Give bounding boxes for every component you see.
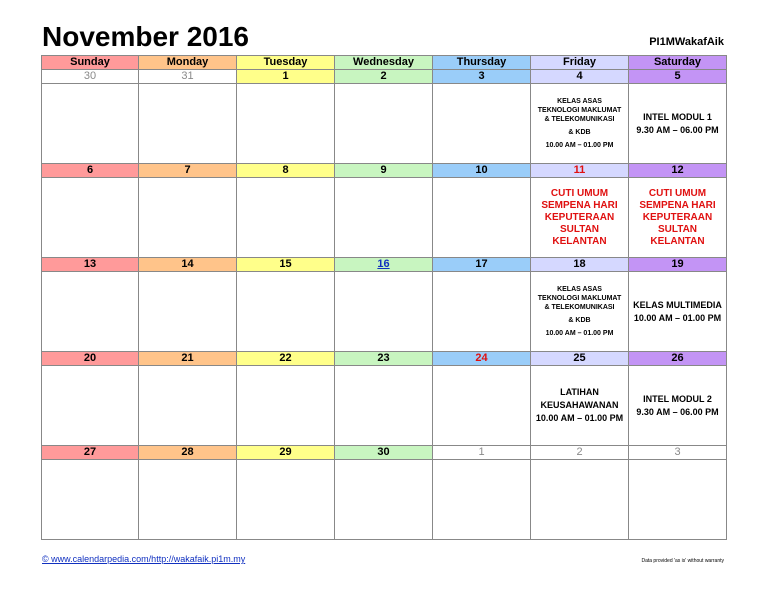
day-number[interactable]: 3 [432, 70, 531, 84]
day-number[interactable]: 5 [628, 70, 727, 84]
date-row [41, 352, 727, 366]
day-cells-row [41, 178, 727, 258]
weekday-friday: Friday [530, 55, 629, 70]
event-line: SULTAN [559, 223, 600, 235]
day-cell[interactable] [530, 84, 629, 164]
day-cell[interactable] [530, 366, 629, 446]
event-time: 10.00 AM – 01.00 PM [535, 413, 624, 423]
day-number[interactable]: 2 [334, 70, 433, 84]
day-number[interactable]: 13 [41, 258, 139, 272]
event-line: CUTI UMUM [550, 187, 609, 199]
weekday-thursday: Thursday [432, 55, 531, 70]
day-cell[interactable] [432, 366, 531, 446]
event-time: 9.30 AM – 06.00 PM [636, 406, 719, 417]
day-cell[interactable] [432, 272, 531, 352]
day-number[interactable]: 26 [628, 352, 727, 366]
day-number[interactable]: 27 [41, 446, 139, 460]
event-latihan-keusahawanan [536, 386, 623, 425]
event-line: TEKNOLOGI MAKLUMAT [537, 295, 622, 302]
event-line: KELANTAN [552, 235, 607, 247]
day-number[interactable]: 30 [334, 446, 433, 460]
day-number[interactable]: 31 [138, 70, 237, 84]
date-row [41, 164, 727, 178]
day-number[interactable]: 3 [628, 446, 727, 460]
day-number[interactable]: 18 [530, 258, 629, 272]
day-cell[interactable] [138, 366, 237, 446]
day-number[interactable]: 28 [138, 446, 237, 460]
day-cells-row [41, 366, 727, 446]
event-kelas-asas-ict [538, 285, 621, 338]
weekday-wednesday: Wednesday [334, 55, 433, 70]
week-row [41, 258, 727, 352]
day-number[interactable]: 22 [236, 352, 335, 366]
event-line: KEUSAHAWANAN [540, 400, 619, 410]
weekday-sunday: Sunday [41, 55, 139, 70]
day-number-holiday[interactable]: 11 [530, 164, 629, 178]
footer-disclaimer: Data provided 'as is' without warranty [641, 558, 724, 564]
calendar-grid [41, 55, 727, 541]
day-cell[interactable] [628, 460, 727, 540]
day-cells-row [41, 272, 727, 352]
event-line: KEPUTERAAN [544, 211, 615, 223]
day-number[interactable]: 23 [334, 352, 433, 366]
day-number[interactable]: 17 [432, 258, 531, 272]
event-kelas-asas-ict [538, 97, 621, 150]
event-line: LATIHAN [560, 387, 599, 397]
day-cell[interactable] [628, 272, 727, 352]
week-row [41, 446, 727, 540]
event-line: SEMPENA HARI [541, 199, 618, 211]
day-number[interactable]: 7 [138, 164, 237, 178]
day-number[interactable]: 29 [236, 446, 335, 460]
day-number[interactable]: 15 [236, 258, 335, 272]
day-number[interactable]: 2 [530, 446, 629, 460]
day-number[interactable]: 25 [530, 352, 629, 366]
day-cell[interactable] [432, 178, 531, 258]
weekday-monday: Monday [138, 55, 237, 70]
event-line: INTEL MODUL 1 [643, 111, 712, 122]
day-cell[interactable] [236, 84, 335, 164]
page-title: November 2016 [42, 21, 250, 52]
week-row [41, 352, 727, 446]
day-cells-row [41, 460, 727, 540]
day-cell[interactable] [41, 272, 139, 352]
day-cell[interactable] [530, 272, 629, 352]
brand-label: PI1MWakafAik [649, 36, 724, 48]
day-cell[interactable] [138, 84, 237, 164]
day-cell[interactable] [236, 272, 335, 352]
day-cell[interactable] [334, 84, 433, 164]
event-line: KELAS ASAS [557, 286, 602, 293]
event-public-holiday [639, 188, 715, 248]
event-line: & KDB [568, 129, 591, 136]
weekday-tuesday: Tuesday [236, 55, 335, 70]
day-number-link[interactable]: 16 [334, 258, 433, 272]
day-cell[interactable] [334, 460, 433, 540]
day-cell[interactable] [334, 366, 433, 446]
day-number[interactable]: 9 [334, 164, 433, 178]
day-cell[interactable] [628, 366, 727, 446]
day-cell[interactable] [138, 178, 237, 258]
date-row [41, 70, 727, 84]
date-row [41, 258, 727, 272]
day-number[interactable]: 6 [41, 164, 139, 178]
event-line: CUTI UMUM [648, 187, 707, 199]
day-cell[interactable] [41, 178, 139, 258]
event-public-holiday [541, 188, 617, 248]
day-cells-row [41, 84, 727, 164]
event-line: SEMPENA HARI [639, 199, 716, 211]
event-time: 9.30 AM – 06.00 PM [636, 124, 719, 135]
weekday-header [41, 55, 727, 70]
event-kelas-multimedia [633, 299, 722, 325]
day-cell[interactable] [432, 460, 531, 540]
day-cell[interactable] [41, 366, 139, 446]
week-row [41, 164, 727, 258]
day-cell[interactable] [138, 272, 237, 352]
week-row [41, 70, 727, 164]
day-number[interactable]: 19 [628, 258, 727, 272]
day-cell[interactable] [530, 178, 629, 258]
day-cell[interactable] [41, 460, 139, 540]
day-cell[interactable] [236, 366, 335, 446]
day-number-holiday[interactable]: 24 [432, 352, 531, 366]
day-cell[interactable] [432, 84, 531, 164]
event-line: & TELEKOMUNIKASI [544, 116, 615, 123]
event-line: SULTAN [657, 223, 698, 235]
day-cell[interactable] [334, 178, 433, 258]
day-cell[interactable] [236, 460, 335, 540]
day-cell[interactable] [41, 84, 139, 164]
day-number[interactable]: 8 [236, 164, 335, 178]
day-cell[interactable] [236, 178, 335, 258]
event-intel-modul-2 [636, 393, 718, 419]
event-time: 10.00 AM – 01.00 PM [633, 312, 722, 323]
event-line: KEPUTERAAN [642, 211, 713, 223]
event-line: KELANTAN [650, 235, 705, 247]
day-number[interactable]: 20 [41, 352, 139, 366]
day-cell[interactable] [628, 84, 727, 164]
day-cell[interactable] [138, 460, 237, 540]
day-number[interactable]: 14 [138, 258, 237, 272]
event-line: & KDB [568, 317, 591, 324]
date-row [41, 446, 727, 460]
day-number[interactable]: 4 [530, 70, 629, 84]
day-number[interactable]: 12 [628, 164, 727, 178]
event-intel-modul-1 [636, 111, 718, 137]
day-cell[interactable] [530, 460, 629, 540]
day-cell[interactable] [334, 272, 433, 352]
day-number[interactable]: 1 [236, 70, 335, 84]
event-time: 10.00 AM – 01.00 PM [545, 142, 614, 149]
footer-link[interactable] [42, 554, 245, 564]
day-number[interactable]: 21 [138, 352, 237, 366]
event-line: & TELEKOMUNIKASI [544, 304, 615, 311]
event-time: 10.00 AM – 01.00 PM [545, 330, 614, 337]
event-line: KELAS ASAS [557, 98, 602, 105]
event-line: KELAS MULTIMEDIA [633, 299, 722, 310]
day-number[interactable]: 10 [432, 164, 531, 178]
weekday-saturday: Saturday [628, 55, 727, 70]
event-line: TEKNOLOGI MAKLUMAT [537, 107, 622, 114]
footer-link-text[interactable]: © www.calendarpedia.com/http://wakafaik.pi1m.my [42, 554, 246, 564]
day-number[interactable]: 30 [41, 70, 139, 84]
day-cell[interactable] [628, 178, 727, 258]
event-line: INTEL MODUL 2 [643, 393, 712, 404]
day-number[interactable]: 1 [432, 446, 531, 460]
